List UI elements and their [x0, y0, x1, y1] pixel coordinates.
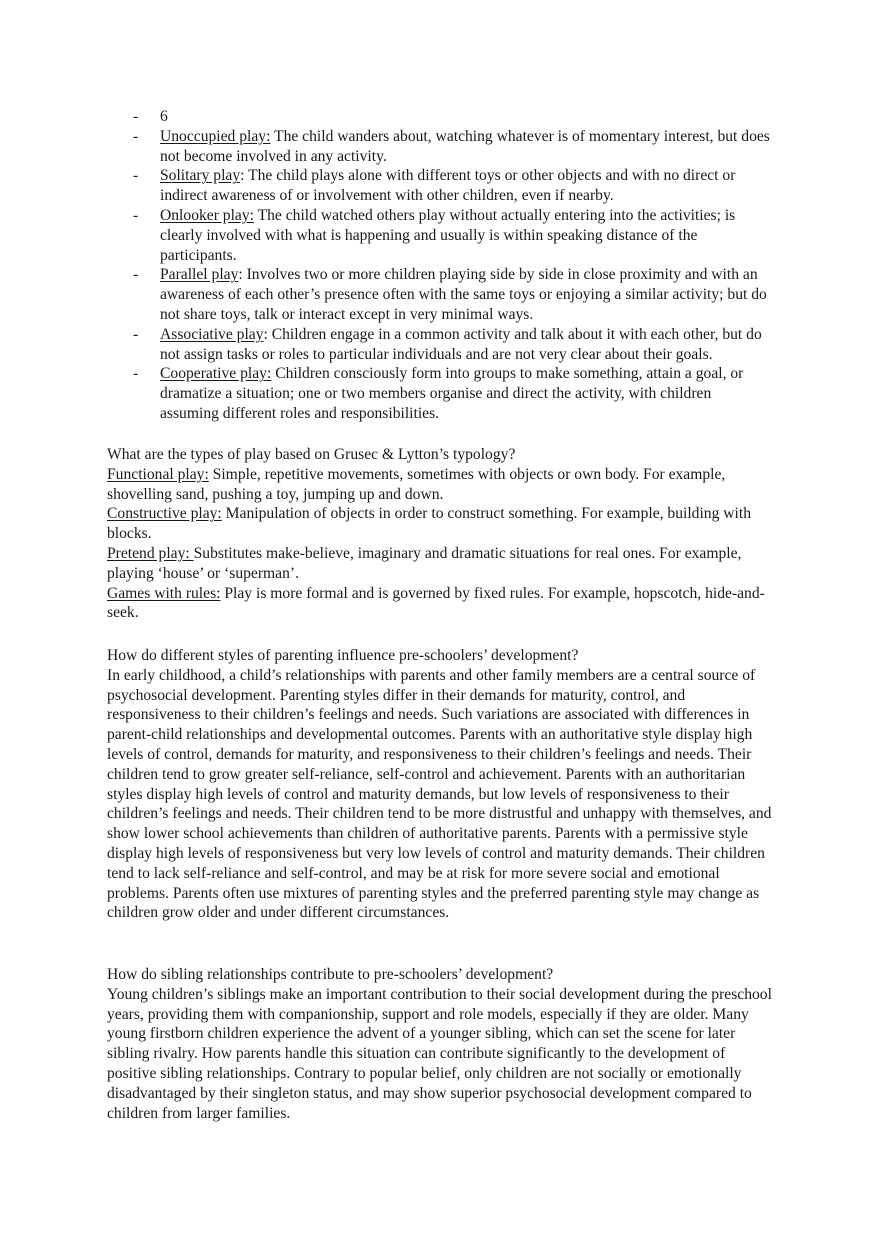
definition-text: The child watched others play without actually entering into the activities; is clearly involved with what is happening and usually is within speaking distance of the participants.	[160, 206, 736, 264]
term-cooperative-play: Cooperative play:	[160, 365, 272, 383]
definition-text: Children consciously form into groups to make something, attain a goal, or dramatize a situation; one or two members organise and direct the activity, with children assuming different roles and responsibilities.	[160, 365, 744, 422]
term-constructive-play: Constructive play:	[107, 505, 222, 523]
definition-text: Manipulation of objects in order to construct something. For example, building with blocks.	[107, 505, 752, 543]
grusec-section	[107, 445, 772, 623]
definition-text: The child wanders about, watching whatever is of momentary interest, but does not become involved in any activity.	[160, 127, 770, 165]
bullet-dash: -	[133, 365, 139, 383]
play-types-list	[107, 107, 772, 424]
play-type-entry	[107, 584, 772, 624]
bullet-dash: -	[133, 325, 139, 343]
definition-text: Simple, repetitive movements, sometimes with objects or own body. For example, shovelling sand, pushing a toy, jumping up and down.	[107, 465, 726, 503]
section-body: In early childhood, a child’s relationships with parents and other family members are a central source of psychosocial development. Parenting styles differ in their demands for maturity, control, and responsiveness to their children’s feelings and needs. Such variations are associated with differences in parent-child relationships and developmental outcomes. Parents with an authoritative style display high levels of control, demands for maturity, and responsiveness to their children’s feelings and needs. Their children tend to grow greater self-reliance, self-control and achievement. Parents with an authoritarian styles display high levels of control and maturity demands, but low levels of responsiveness to their children’s feelings and needs. Their children tend to be more distrustful and unhappy with themselves, and show lower school achievements than children of authoritative parents. Parents with a permissive style display high levels of responsiveness but very low levels of control and maturity demands. Their children tend to lack self-reliance and self-control, and may be at risk for more severe social and emotional problems. Parents often use mixtures of parenting styles and the preferred parenting style may change as children grow older and under different circumstances.	[107, 666, 772, 922]
bullet-dash: -	[133, 167, 139, 185]
term-associative-play: Associative play	[160, 325, 264, 343]
term-functional-play: Functional play:	[107, 465, 209, 483]
play-type-entry	[107, 544, 772, 584]
definition-text: Substitutes make-believe, imaginary and dramatic situations for real ones. For example, playing ‘house’ or ‘superman’.	[107, 544, 742, 582]
term-pretend-play: Pretend play:	[107, 544, 194, 562]
page-number: 6	[160, 108, 168, 125]
section-question: What are the types of play based on Grusec & Lytton’s typology?	[107, 446, 516, 463]
list-item	[107, 265, 772, 324]
definition-text: Play is more formal and is governed by fixed rules. For example, hopscotch, hide-and-seek.	[107, 584, 765, 622]
section-question: How do different styles of parenting influence pre-schoolers’ development?	[107, 647, 579, 664]
term-solitary-play: Solitary play	[160, 167, 241, 185]
term-unoccupied-play: Unoccupied play:	[160, 127, 271, 145]
bullet-dash: -	[133, 266, 139, 284]
list-item	[107, 325, 772, 365]
play-type-entry	[107, 465, 772, 505]
term-parallel-play: Parallel play	[160, 266, 239, 284]
bullet-dash: -	[133, 127, 139, 145]
definition-text: : Involves two or more children playing side by side in close proximity and with an awareness of each other’s presence often with the same toys or enjoying a similar activity; but do not share toys, talk or interact except in very minimal ways.	[160, 266, 767, 323]
term-games-with-rules: Games with rules:	[107, 584, 221, 602]
section-body: Young children’s siblings make an important contribution to their social development during the preschool years, providing them with companionship, support and role models, especially if they are older. Many young firstborn children experience the advent of a younger sibling, which can set the scene for later sibling rivalry. How parents handle this situation can contribute significantly to the development of positive sibling relationships. Contrary to popular belief, only children are not socially or emotionally disadvantaged by their singleton status, and may show superior psychosocial development compared to children from larger families.	[107, 985, 772, 1122]
parenting-section	[107, 646, 772, 923]
list-item	[107, 107, 772, 127]
list-item	[107, 166, 772, 206]
sibling-section	[107, 965, 772, 1123]
play-type-entry	[107, 504, 772, 544]
bullet-dash: -	[133, 206, 139, 224]
list-item	[107, 127, 772, 167]
term-onlooker-play: Onlooker play:	[160, 206, 254, 224]
bullet-dash: -	[133, 108, 139, 125]
definition-text: : The child plays alone with different toys or other objects and with no direct or indirect awareness of or involvement with other children, even if nearby.	[160, 167, 736, 205]
list-item	[107, 364, 772, 423]
list-item	[107, 206, 772, 265]
section-question: How do sibling relationships contribute to pre-schoolers’ development?	[107, 966, 554, 983]
definition-text: : Children engage in a common activity and talk about it with each other, but do not assign tasks or roles to particular individuals and are not very clear about their goals.	[160, 325, 762, 363]
